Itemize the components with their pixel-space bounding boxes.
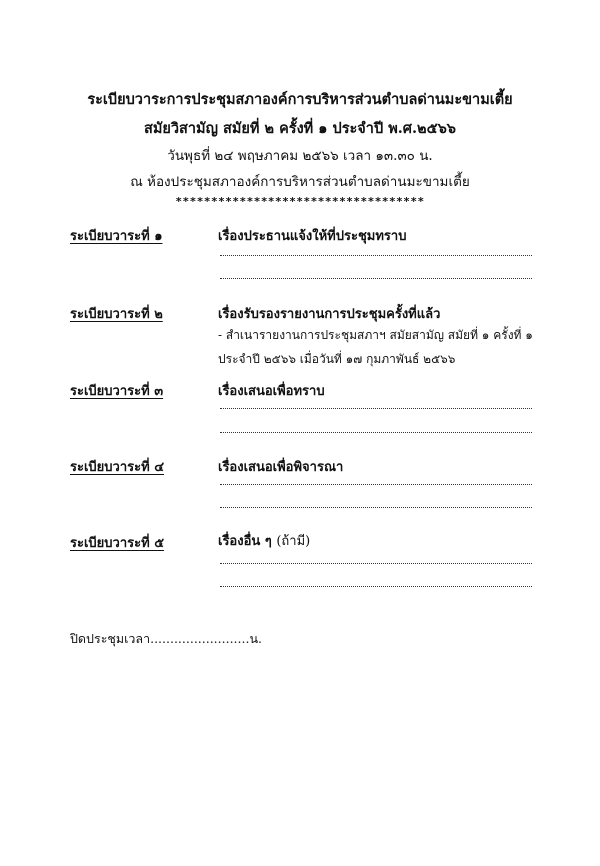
session-line: สมัยวิสามัญ สมัยที่ ๒ ครั้งที่ ๑ ประจำปี พ.ศ.๒๕๖๖ <box>143 120 456 137</box>
agenda-3-label: ระเบียบวาระที่ ๓ <box>70 384 164 399</box>
agenda-4-title: เรื่องเสนอเพื่อพิจารณา <box>218 460 344 475</box>
blank-line <box>220 484 532 485</box>
agenda-1-title: เรื่องประธานแจ้งให้ที่ประชุมทราบ <box>218 229 407 244</box>
agenda-2-detail-line2: ประจำปี ๒๕๖๖ เมื่อวันที่ ๑๗ กุมภาพันธ์ ๒๕๖๖ <box>218 352 456 366</box>
agenda-2-title: เรื่องรับรองรายงานการประชุมครั้งที่แล้ว <box>218 307 441 322</box>
agenda-4-label: ระเบียบวาระที่ ๔ <box>70 460 165 475</box>
blank-line <box>220 408 532 409</box>
agenda-1-label: ระเบียบวาระที่ ๑ <box>70 229 163 244</box>
venue-line: ณ ห้องประชุมสภาองค์การบริหารส่วนตำบลด่านมะขามเตี้ย <box>130 174 470 190</box>
closing-time: ปิดประชุมเวลา.........................น. <box>70 631 262 646</box>
agenda-2-label: ระเบียบวาระที่ ๒ <box>70 307 163 322</box>
agenda-5-title-text: เรื่องอื่น ๆ <box>218 534 272 549</box>
agenda-5-title <box>218 530 310 551</box>
blank-line <box>220 563 532 564</box>
agenda-2-detail-line1: - สำเนารายงานการประชุมสภาฯ สมัยสามัญ สมัยที่ ๑ ครั้งที่ ๑ <box>218 328 533 342</box>
agenda-5-note: (ถ้ามี) <box>276 534 311 549</box>
datetime-line: วันพุธที่ ๒๔ พฤษภาคม ๒๕๖๖ เวลา ๑๓.๓๐ น. <box>167 148 433 164</box>
blank-line <box>220 255 532 256</box>
blank-line <box>220 507 532 508</box>
document-title: ระเบียบวาระการประชุมสภาองค์การบริหารส่วนตำบลด่านมะขามเตี้ย <box>87 91 513 108</box>
blank-line <box>220 586 532 587</box>
agenda-5-label: ระเบียบวาระที่ ๕ <box>70 536 165 551</box>
separator-stars: *********************************** <box>175 195 425 208</box>
blank-line <box>220 278 532 279</box>
agenda-3-title: เรื่องเสนอเพื่อทราบ <box>218 384 325 399</box>
blank-line <box>220 432 532 433</box>
